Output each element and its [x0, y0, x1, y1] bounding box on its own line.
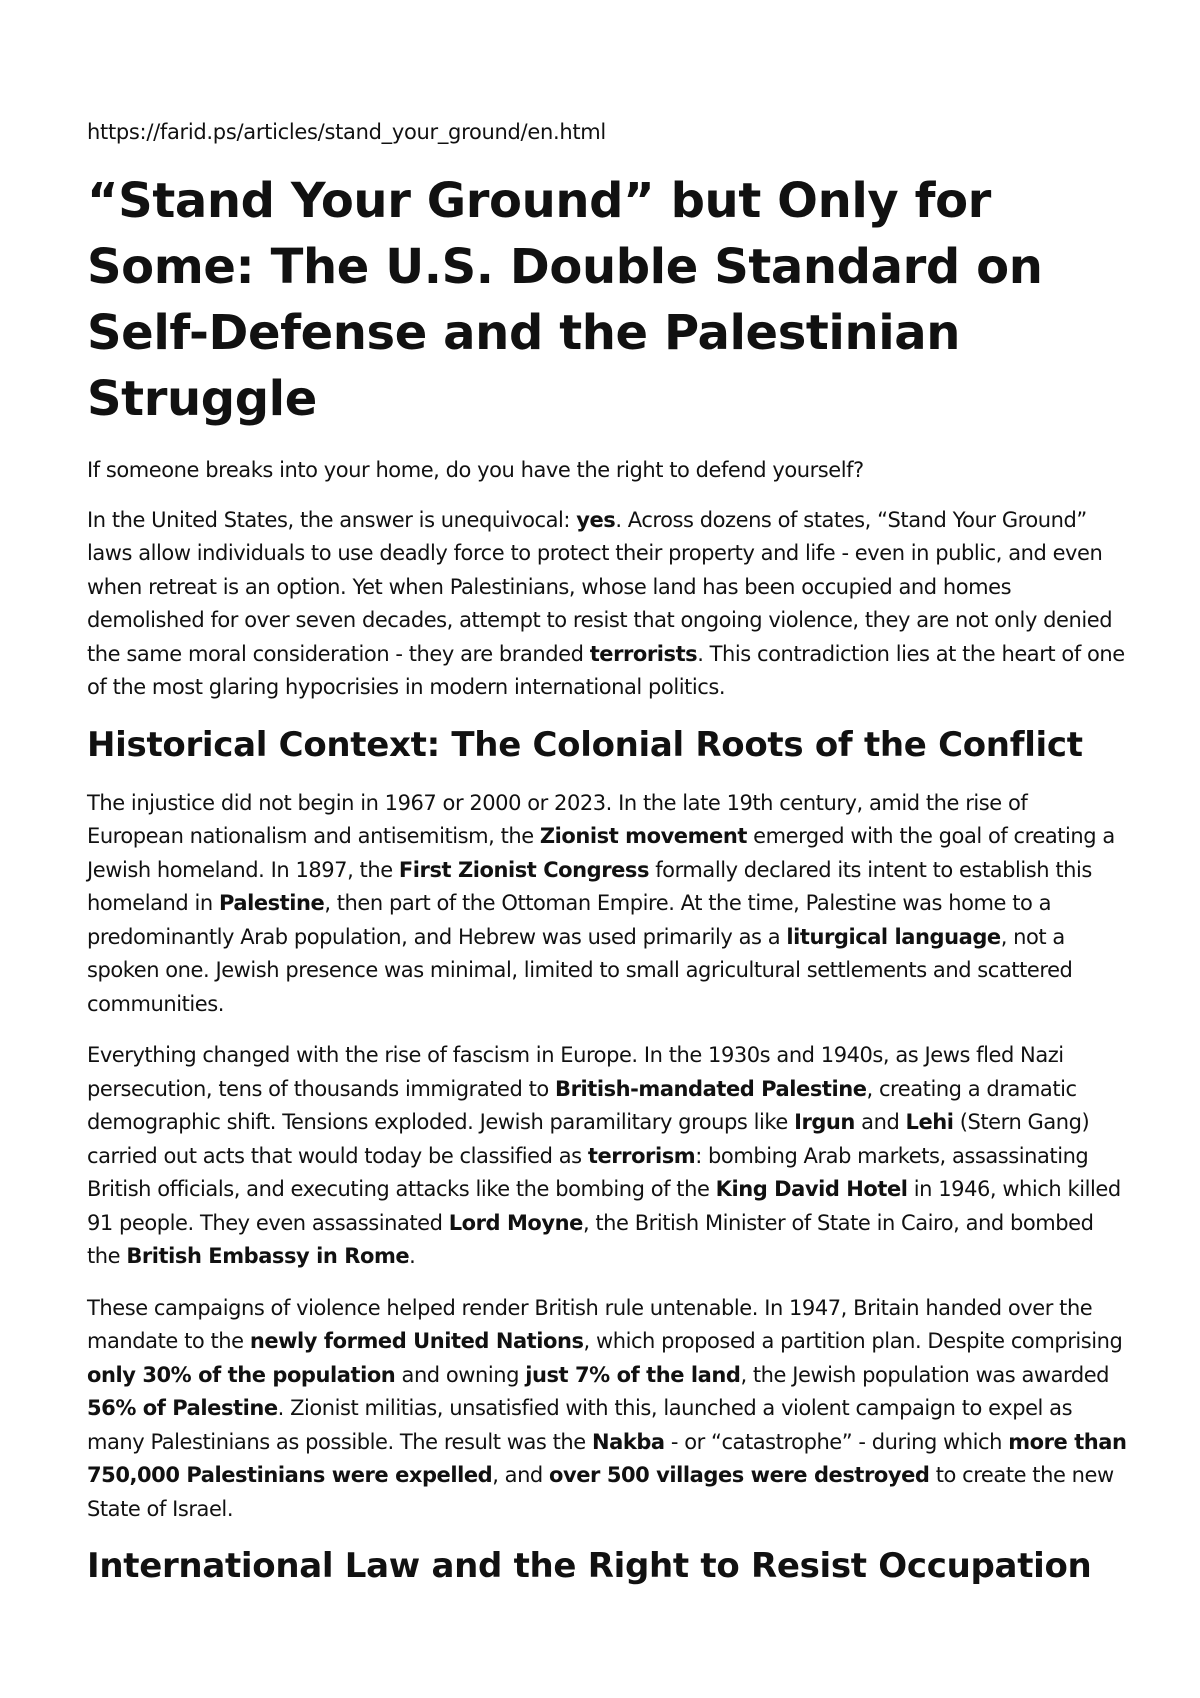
- bold-phrase: King David Hotel: [715, 1177, 908, 1201]
- body-paragraph: Everything changed with the rise of fascism in Europe. In the 1930s and 1940s, as Jews fled Nazi persecution, tens of thousands immigrated to British-mandated Palestine, creating a dramatic demographic shift. Tensions exploded. Jewish paramilitary groups like Irgun and Lehi (Stern Gang) carried out acts that would today be classified as terrorism: bombing Arab markets, assassinating British officials, and executing attacks like the bombing of the King David Hotel in 1946, which killed 91 people. They even assassinated Lord Moyne, the British Minister of State in Cairo, and bombed the British Embassy in Rome.: [87, 1043, 1121, 1268]
- bold-phrase: only 30% of the population: [87, 1362, 396, 1387]
- bold-phrase: over 500 villages were destroyed: [549, 1463, 930, 1487]
- bold-phrase: terrorists: [589, 641, 698, 666]
- bold-phrase: more than 750,000 Palestinians were expelled: [87, 1429, 1127, 1487]
- bold-phrase: liturgical language: [786, 924, 1001, 949]
- bold-phrase: British-mandated Palestine: [555, 1076, 867, 1101]
- intro-paragraph: If someone breaks into your home, do you have the right to defend yourself?: [87, 458, 864, 482]
- bold-phrase: Palestine: [218, 891, 325, 915]
- bold-phrase: terrorism: [587, 1143, 696, 1168]
- source-url: https://farid.ps/articles/stand_your_ground/en.html: [87, 120, 606, 144]
- section-heading: Historical Context: The Colonial Roots of the Conflict: [87, 724, 1083, 765]
- bold-phrase: Lehi: [905, 1110, 954, 1134]
- bold-phrase: First Zionist Congress: [398, 857, 650, 882]
- section-heading: International Law and the Right to Resist Occupation: [87, 1546, 1092, 1586]
- article: [87, 118, 1127, 1608]
- bold-phrase: just 7% of the land: [525, 1362, 741, 1387]
- bold-phrase: Zionist movement: [539, 824, 747, 848]
- bold-phrase: yes: [576, 507, 616, 532]
- bold-phrase: Irgun: [794, 1110, 855, 1134]
- bold-phrase: British Embassy in Rome: [126, 1244, 410, 1268]
- intro-paragraph: In the United States, the answer is unequivocal: yes. Across dozens of states, “Stand Your Ground” laws allow individuals to use deadly force to protect their property and life - even in public, and even when retreat is an option. Yet when Palestinians, whose land has been occupied and homes demolished for over seven decades, attempt to resist that ongoing violence, they are not only denied the same moral consideration - they are branded terrorists. This contradiction lies at the heart of one of the most glaring hypocrisies in modern international politics.: [87, 507, 1125, 699]
- article-title: “Stand Your Ground” but Only for Some: The U.S. Double Standard on Self-Defense and the Palestinian Struggle: [87, 173, 1043, 427]
- bold-phrase: Lord Moyne: [448, 1210, 583, 1235]
- body-paragraph: These campaigns of violence helped render British rule untenable. In 1947, Britain handed over the mandate to the newly formed United Nations, which proposed a partition plan. Despite comprising only 30% of the population and owning just 7% of the land, the Jewish population was awarded 56% of Palestine. Zionist militias, unsatisfied with this, launched a violent campaign to expel as many Palestinians as possible. The result was the Nakba - or “catastrophe” - during which more than 750,000 Palestinians were expelled, and over 500 villages were destroyed to create the new State of Israel.: [87, 1295, 1127, 1521]
- bold-phrase: 56% of Palestine: [87, 1396, 278, 1420]
- body-paragraph: The injustice did not begin in 1967 or 2000 or 2023. In the late 19th century, amid the rise of European nationalism and antisemitism, the Zionist movement emerged with the goal of creating a Jewish homeland. In 1897, the First Zionist Congress formally declared its intent to establish this homeland in Palestine, then part of the Ottoman Empire. At the time, Palestine was home to a predominantly Arab population, and Hebrew was used primarily as a liturgical language, not a spoken one. Jewish presence was minimal, limited to small agricultural settlements and scattered communities.: [87, 790, 1115, 1016]
- bold-phrase: Nakba: [591, 1429, 665, 1454]
- bold-phrase: newly formed United Nations: [249, 1329, 584, 1353]
